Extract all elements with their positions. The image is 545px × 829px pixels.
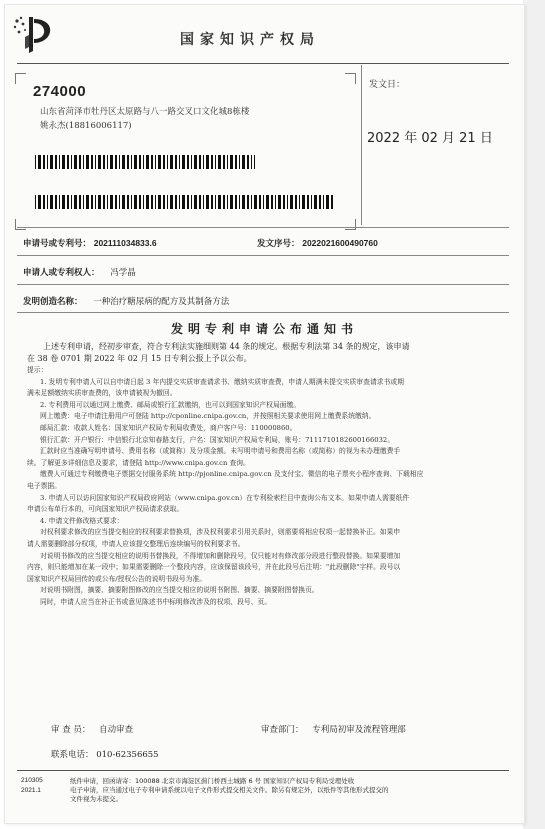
footer-line: 电子申请，应当通过电子专利申请系统以电子文件形式提交相关文件。除另有规定外，以纸件等其他形式提交的 (70, 786, 389, 794)
frame-corner (15, 219, 26, 230)
invention-title: 一种治疗糖尿病的配方及其制备方法 (93, 297, 230, 307)
paragraph: 上述专利申请，经初步审查，符合专利法实施细则第 44 条的规定。根据专利法第 34 条的规定，该申请 (43, 342, 410, 351)
sent-date: 2022 年 02 月 21 日 (367, 131, 493, 146)
paragraph: 2. 专利费用可以通过网上缴费、邮局或银行汇款缴纳，也可以到国家知识产权局面缴。 (40, 400, 301, 409)
address-line: 山东省菏泽市牡丹区太原路与八一路交叉口文化城8栋楼 (40, 107, 250, 117)
divider (17, 227, 509, 228)
paragraph: 网上缴费：电子申请注册用户可登陆 http://cponline.cnipa.gov.cn，并按照相关要求使用网上缴费系统缴纳。 (40, 412, 376, 421)
serial-number-field (257, 237, 378, 249)
department-field (261, 723, 406, 735)
paragraph: 4. 申请文件修改格式要求： (40, 516, 124, 525)
footer-line: 纸件申请，回函请寄：100088 北京市海淀区蓟门桥西土城路 6 号 国家知识产权局专利局受理处收 (70, 777, 355, 785)
examiner-name: 自动审查 (99, 725, 134, 735)
divider (17, 255, 509, 256)
phone-field (51, 748, 159, 760)
application-number-field (23, 237, 157, 249)
org-name: 国家知识产权局 (180, 32, 320, 48)
postcode: 274000 (33, 83, 87, 100)
cnipa-logo (11, 13, 57, 59)
application-number-label: 申请号或专利号： (23, 239, 92, 249)
frame-corner (345, 219, 356, 230)
header-rule (17, 63, 509, 64)
paragraph: 3. 申请人可以访问国家知识产权局政府网站（www.cnipa.gov.cn）在专利检索栏目中查询公布文本。如果申请人需要纸件 (40, 493, 410, 502)
divider (17, 312, 509, 313)
barcode (35, 155, 255, 169)
frame-corner (345, 73, 356, 84)
paragraph: 电子票据。 (27, 481, 61, 490)
invention-label: 发明创造名称： (23, 297, 83, 307)
phone-number: 010-62356655 (96, 750, 159, 760)
form-code: 210305 (21, 777, 43, 784)
notice-document (4, 4, 525, 824)
paragraph: 1. 发明专利申请人可以自申请日起 3 年内提交实质审查请求书、缴纳实质审查费，申请人期满未提交实质审查请求书或期 (40, 377, 404, 386)
paragraph: 对说明书附图，摘要、摘要附图修改的应当提交相应的说明书附图、摘要、摘要附图替换页。 (40, 586, 319, 595)
paragraph: 缴费人可通过专利缴费电子票据交付服务系统 http://pjonline.cnipa.gov.cn 及支付宝、微信的电子票夹小程序查询、下载相应 (40, 470, 424, 479)
phone-label: 联系电话： (51, 750, 94, 760)
paragraph: 请人需要删除部分权项，申请人应该提交整理后连续编号的权利要求书。 (27, 539, 245, 548)
department-label: 审查部门： (261, 725, 304, 735)
paragraph: 汇款时应当准确写明申请号、费用名称（或简称）及分项金额。未写明申请号和费用名称（或简称）的视为未办理缴费手 (40, 447, 401, 456)
notice-title: 发明专利申请公布通知书 (170, 322, 358, 336)
paragraph: 对说明书修改的应当提交相应的说明书替换段，不得增加和删除段号，仅只能对有修改部分段进行整段替换。如果要增加 (40, 551, 401, 560)
divider (17, 284, 509, 285)
serial-number-label: 发文序号： (257, 239, 300, 249)
tip-label: 提示： (27, 366, 48, 374)
paragraph: 对权利要求修改的应当提交相应的权利要求替换项，涉及权利要求引用关系时，则需要将相应权项一起替换补正。如果申 (40, 528, 401, 537)
paragraph: 银行汇款：开户银行：中信银行北京知春路支行，户名：国家知识产权局专利局，账号：7111710182600166032。 (40, 435, 395, 444)
recipient-line: 姚永杰(18816006117) (40, 121, 132, 131)
sent-date-label: 发文日： (369, 80, 406, 90)
applicant-label: 申请人或专利权人： (23, 268, 100, 278)
footer-line: 文件视为未提交。 (70, 795, 122, 803)
viewer-margin (523, 0, 545, 829)
paragraph: 邮局汇款：收款人姓名：国家知识产权局专利局收费处，商户客户号：110000860。 (40, 423, 297, 432)
frame-corner (15, 73, 26, 84)
paragraph: 满未足额缴纳实质审查费的，该申请被视为撤回。 (27, 389, 177, 398)
paragraph: 同时，申请人应当在补正书或意见陈述书中标明修改涉及的权项、段号、页。 (40, 597, 272, 606)
paragraph: 国家知识产权局回传的或公布/授权公告的说明书段号为准。 (27, 574, 207, 583)
paragraph: 申请公布单行本的，可向国家知识产权局请求获取。 (27, 505, 184, 514)
department-name: 专利局初审及流程管理部 (312, 725, 406, 735)
form-version: 2021.1 (21, 787, 41, 794)
notice-body (27, 341, 509, 608)
footer-rule (17, 770, 509, 771)
application-number: 202111034833.6 (93, 238, 157, 248)
barcode (35, 195, 335, 209)
paragraph: 续。了解更多详细信息及要求，请登陆 http://www.cnipa.gov.cn 查询。 (27, 458, 250, 467)
paragraph: 在 38 卷 0701 期 2022 年 02 月 15 日专利公报上予以公布。 (27, 354, 252, 363)
invention-field (23, 295, 229, 307)
examiner-label: 审 查 员： (51, 725, 91, 735)
applicant-field (23, 266, 136, 278)
serial-number: 2022021600490760 (302, 238, 378, 248)
paragraph: 内容，则只能增加在某一段中；如果需要删除一个整段内容，应该保留该段号，并在此段号后注明："此段删除"字样。段号以 (27, 563, 401, 572)
divider (361, 65, 362, 225)
examiner-field (51, 723, 133, 735)
applicant-name: 冯学晶 (110, 268, 136, 278)
